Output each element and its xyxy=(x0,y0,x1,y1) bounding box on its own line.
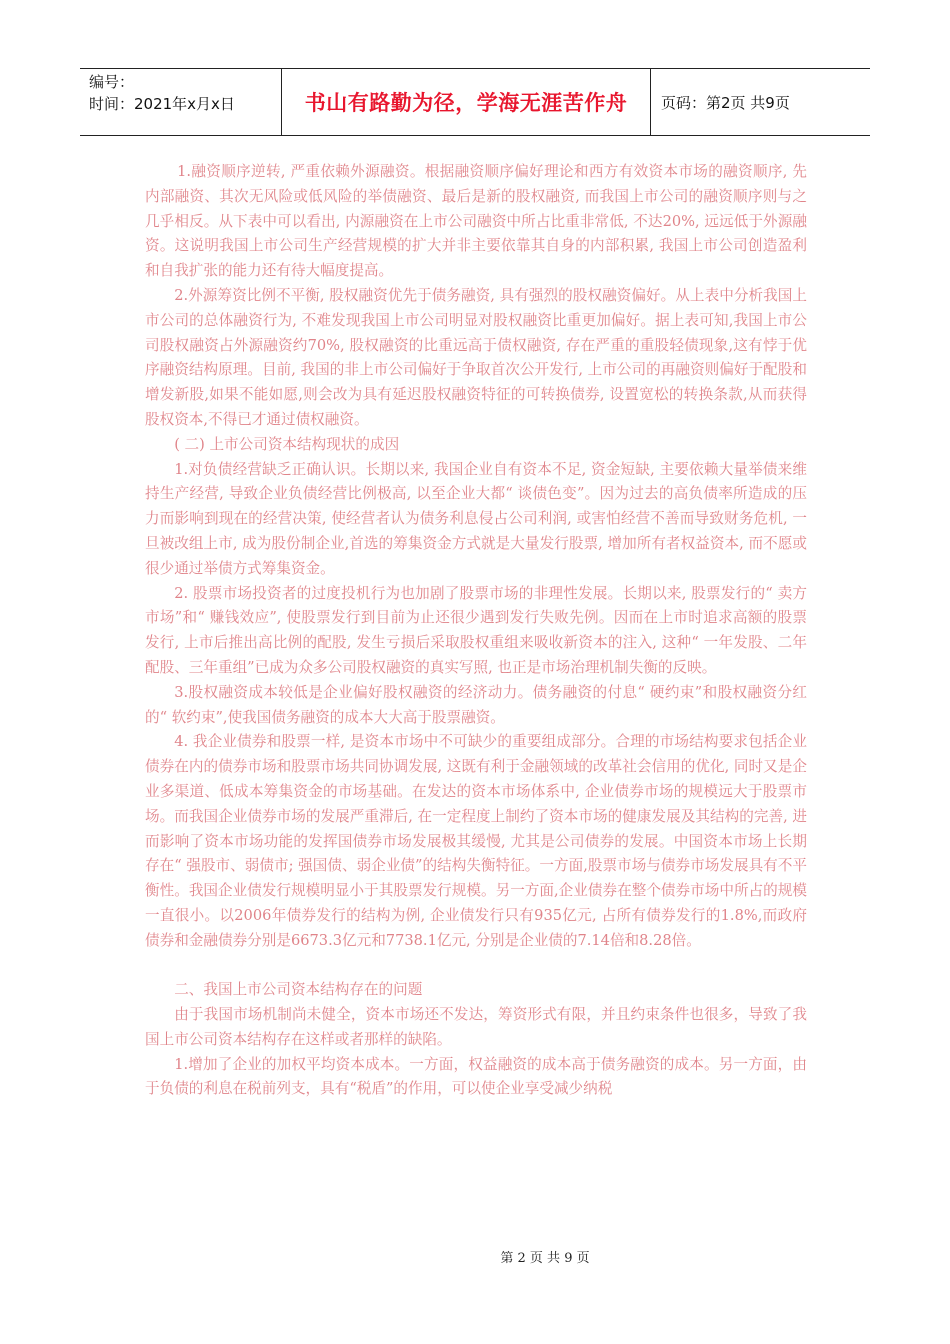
document-date: 时间：2021年x月x日 xyxy=(89,95,235,113)
header-meta xyxy=(80,69,282,135)
page-footer: 第 2 页 共 9 页 xyxy=(500,1251,590,1266)
document-body xyxy=(145,160,807,1102)
document-number: 编号： xyxy=(89,73,135,91)
page-header xyxy=(80,68,870,136)
paragraph: 2.外源筹资比例不平衡, 股权融资优先于债务融资, 具有强烈的股权融资偏好。从上表中分析我国上市公司的总体融资行为, 不难发现我国上市公司明显对股权融资比重更加偏好。据上表可知,我国上市公司股权融资占外源融资约70%, 股权融资的比重远高于债权融资, 存在严重的重股轻债现象,这有悖于优序融资结构原理。目前, 我国的非上市公司偏好于争取首次公开发行, 上市公司的再融资则偏好于配股和增发新股,如果不能如愿,则会改为具有延迟股权融资特征的可转换债券, 设置宽松的转换条款,从而获得股权资本,不得已才通过债权融资。 xyxy=(145,286,807,428)
paragraph: 1.融资顺序逆转, 严重依赖外源融资。根据融资顺序偏好理论和西方有效资本市场的融资顺序, 先内部融资、其次无风险或低风险的举债融资、最后是新的股权融资, 而我国上市公司的融资顺序则与之几乎相反。从下表中可以看出, 内源融资在上市公司融资中所占比重非常低, 不达20%, 远远低于外源融资。这说明我国上市公司生产经营规模的扩大并非主要依靠其自身的内部积累, 我国上市公司创造盈利和自我扩张的能力还有待大幅度提高。 xyxy=(145,163,807,280)
paragraph: 1.对负债经营缺乏正确认识。长期以来, 我国企业自有资本不足, 资金短缺, 主要依赖大量举债来维持生产经营, 导致企业负债经营比例极高, 以至企业大都“ 谈债色变”。因为过去的高负债率所造成的压力而影响到现在的经营决策, 使经营者认为债务利息侵占公司利润, 或害怕经营不善而导致财务危机, 一旦被改组上市, 成为股份制企业,首选的筹集资金方式就是大量发行股票, 增加所有者权益资本, 而不愿或很少通过举债方式筹集资金。 xyxy=(145,460,807,577)
paragraph: 2. 股票市场投资者的过度投机行为也加剧了股票市场的非理性发展。长期以来, 股票发行的“ 卖方市场”和“ 赚钱效应”, 使股票发行到目前为止还很少遇到发行失败先例。因而在上市时追求高额的股票发行, 上市后推出高比例的配股, 发生亏损后采取股权重组来吸收新资本的注入, 这种“ 一年发股、二年配股、三年重组”已成为众多公司股权融资的真实写照, 也正是市场治理机制失衡的反映。 xyxy=(145,584,807,676)
section-heading: 二、我国上市公司资本结构存在的问题 xyxy=(174,981,423,999)
paragraph: 1.增加了企业的加权平均资本成本。一方面，权益融资的成本高于债务融资的成本。另一方面，由于负债的利息在税前列支，具有“税盾”的作用，可以使企业享受减少纳税 xyxy=(145,1055,807,1098)
header-page-number: 页码：第2页 共9页 xyxy=(661,93,790,112)
paragraph: 4. 我企业债券和股票一样, 是资本市场中不可缺少的重要组成部分。合理的市场结构要求包括企业债券在内的债券市场和股票市场共同协调发展, 这既有利于金融领域的改革社会信用的优化, 同时又是企业多渠道、低成本筹集资金的市场基础。在发达的资本市场体系中, 企业债券市场的规模远大于股票市场。而我国企业债券市场的发展严重滞后, 在一定程度上制约了资本市场的健康发展及其结构的完善, 进而影响了资本市场功能的发挥国债券市场发展极其缓慢, 尤其是公司债券的发展。中国资本市场上长期存在“ 强股市、弱债市; 强国债、弱企业债”的结构失衡特征。一方面,股票市场与债券市场发展具有不平衡性。我国企业债发行规模明显小于其股票发行规模。另一方面,企业债券在整个债券市场中所占的规模一直很小。以2006年债券发行的结构为例, 企业债发行只有935亿元, 占所有债券发行的1.8%,而政府债券和金融债券分别是6673.3亿元和7738.1亿元, 分别是企业债的7.14倍和8.28倍。 xyxy=(145,733,807,949)
section-heading: ( 二) 上市公司资本结构现状的成因 xyxy=(174,435,400,453)
header-motto: 书山有路勤为径，学海无涯苦作舟 xyxy=(282,69,651,135)
paragraph: 由于我国市场机制尚未健全，资本市场还不发达，筹资形式有限，并且约束条件也很多，导致了我国上市公司资本结构存在这样或者那样的缺陷。 xyxy=(145,1006,807,1048)
paragraph: 3.股权融资成本较低是企业偏好股权融资的经济动力。债务融资的付息“ 硬约束”和股权融资分红的“ 软约束”,使我国债务融资的成本大大高于股票融资。 xyxy=(145,683,807,726)
